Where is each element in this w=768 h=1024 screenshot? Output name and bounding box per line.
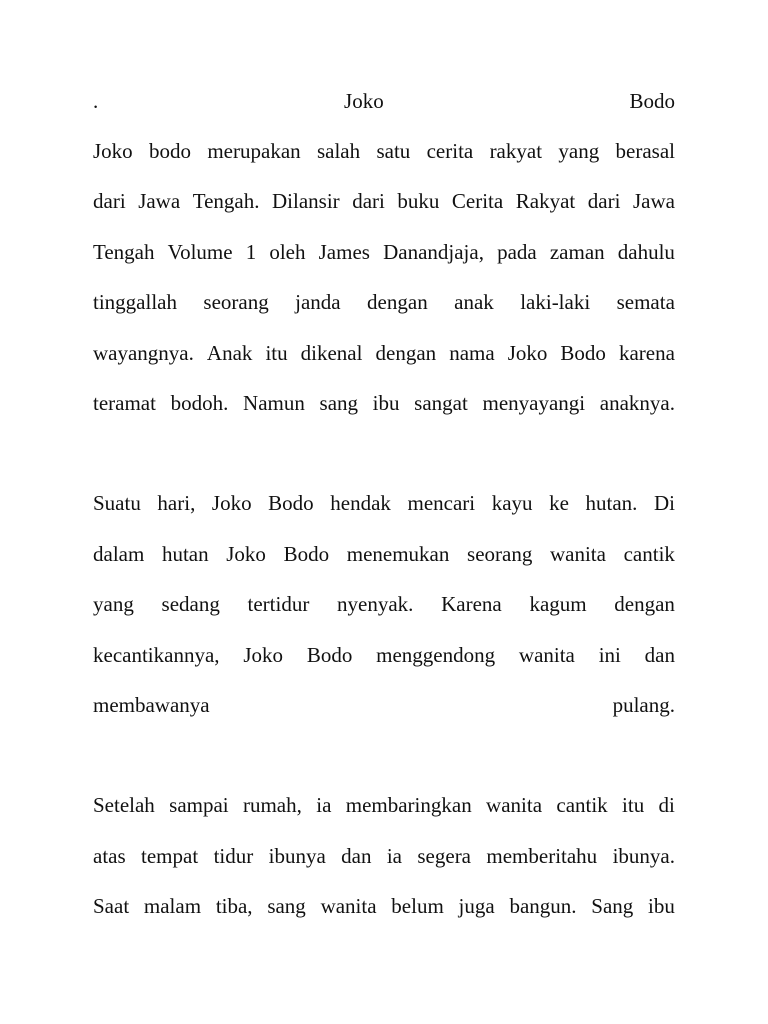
word: Bodo (560, 341, 606, 365)
paragraph-1-line-3 (93, 237, 675, 267)
word: Karena (441, 592, 502, 616)
title-word-joko: Joko (344, 89, 384, 113)
word: wanita (518, 643, 575, 667)
word: Tengah (93, 240, 155, 264)
paragraph-1-line-2 (93, 186, 675, 216)
word: Jawa (632, 189, 675, 213)
paragraph-1-line-1 (93, 136, 675, 166)
word: kagum (529, 592, 587, 616)
word: janda (295, 290, 341, 314)
paragraph-1-line-5 (93, 338, 675, 368)
word: mencari (407, 491, 476, 515)
word: rumah, (242, 793, 302, 817)
word: menyayangi (482, 391, 586, 415)
word: ibu (372, 391, 400, 415)
word: dengan (375, 341, 437, 365)
word: anaknya. (599, 391, 675, 415)
word: Cerita (451, 189, 504, 213)
paragraph-3-line-3 (93, 891, 675, 921)
word: wanita (486, 793, 543, 817)
text-line (93, 841, 675, 871)
word: 1 (245, 240, 257, 264)
word: sangat (414, 391, 468, 415)
word: itu (265, 341, 288, 365)
word: hari, (157, 491, 196, 515)
word: seorang (467, 542, 533, 566)
word: Di (654, 491, 675, 515)
word: teramat (93, 391, 156, 415)
title-word-bodo: Bodo (629, 89, 675, 113)
paragraph-2-line-5 (93, 690, 675, 720)
paragraph-1-line-6 (93, 388, 675, 418)
word: ini (598, 643, 621, 667)
word: rakyat (489, 139, 543, 163)
word: dan (644, 643, 675, 667)
text-line (93, 186, 675, 216)
text-line (93, 136, 675, 166)
word: Saat (93, 894, 130, 918)
word: kecantikannya, (93, 643, 220, 667)
text-word-pulang: pulang. (612, 693, 675, 717)
word: Joko (211, 491, 252, 515)
word: cerita (426, 139, 474, 163)
text-line (93, 338, 675, 368)
word: dari (352, 189, 385, 213)
text-line (93, 388, 675, 418)
text-line (93, 539, 675, 569)
paragraph-3-line-2 (93, 841, 675, 871)
word: hendak (330, 491, 391, 515)
word: dan (341, 844, 372, 868)
word: satu (376, 139, 411, 163)
word: ibunya. (612, 844, 675, 868)
word: segera (417, 844, 472, 868)
word: bangun. (509, 894, 577, 918)
word: itu (622, 793, 645, 817)
word: semata (616, 290, 675, 314)
word: ke (549, 491, 569, 515)
word: zaman (549, 240, 605, 264)
word: tertidur (247, 592, 310, 616)
paragraph-2-line-2 (93, 539, 675, 569)
word: hutan. (585, 491, 638, 515)
word: menggendong (376, 643, 496, 667)
word: sang (319, 391, 359, 415)
word: Volume (167, 240, 233, 264)
word: bodoh. (170, 391, 229, 415)
word: merupakan (207, 139, 301, 163)
word: laki-laki (520, 290, 591, 314)
word: dari (587, 189, 621, 213)
word: Setelah (93, 793, 155, 817)
word: Suatu (93, 491, 141, 515)
word: Sang (591, 894, 634, 918)
word: oleh (269, 240, 306, 264)
paragraph-3-line-1 (93, 790, 675, 820)
word: ia (316, 793, 332, 817)
word: memberitahu (486, 844, 598, 868)
word: cantik (623, 542, 675, 566)
word: menemukan (346, 542, 450, 566)
word: tiba, (215, 894, 253, 918)
word: juga (458, 894, 495, 918)
word: Rakyat (515, 189, 576, 213)
word: berasal (615, 139, 675, 163)
word: Joko (243, 643, 284, 667)
text-line (93, 891, 675, 921)
word: anak (454, 290, 494, 314)
word: karena (618, 341, 675, 365)
paragraph-2-line-4 (93, 640, 675, 670)
paragraph-2-line-1 (93, 488, 675, 518)
word: tinggallah (93, 290, 177, 314)
word: cantik (556, 793, 608, 817)
text-word-membawanya: membawanya (93, 693, 210, 717)
word: Namun (243, 391, 305, 415)
word: hutan (161, 542, 209, 566)
word: nyenyak. (337, 592, 414, 616)
word: yang (93, 592, 134, 616)
text-line (93, 790, 675, 820)
word: pada (497, 240, 537, 264)
word: James (318, 240, 370, 264)
word: dahulu (617, 240, 675, 264)
word: wayangnya. (93, 341, 194, 365)
word: belum (391, 894, 444, 918)
word: buku (397, 189, 440, 213)
paragraph-2-line-3 (93, 589, 675, 619)
word: Jawa (138, 189, 181, 213)
word: Bodo (268, 491, 314, 515)
word: Dilansir (272, 189, 340, 213)
word: dalam (93, 542, 145, 566)
word: kayu (491, 491, 533, 515)
word: sang (267, 894, 306, 918)
title-mark: . (93, 89, 99, 113)
text-line (93, 488, 675, 518)
word: malam (143, 894, 202, 918)
word: atas (93, 844, 126, 868)
word: sampai (169, 793, 229, 817)
word: dengan (614, 592, 675, 616)
word: Joko (93, 139, 133, 163)
word: Tengah. (192, 189, 260, 213)
word: seorang (203, 290, 269, 314)
word: dengan (367, 290, 428, 314)
word: ibunya (268, 844, 326, 868)
word: sedang (161, 592, 220, 616)
word: Bodo (283, 542, 330, 566)
word: yang (558, 139, 600, 163)
word: wanita (549, 542, 606, 566)
word: Bodo (306, 643, 353, 667)
word: dikenal (300, 341, 363, 365)
text-line (93, 237, 675, 267)
word: Danandjaja, (383, 240, 484, 264)
paragraph-1-line-4 (93, 287, 675, 317)
word: Joko (507, 341, 548, 365)
word: di (658, 793, 675, 817)
word: tempat (141, 844, 199, 868)
word: tidur (213, 844, 254, 868)
text-line (93, 640, 675, 670)
text-line (93, 287, 675, 317)
word: Joko (226, 542, 266, 566)
word: wanita (320, 894, 377, 918)
word: ia (386, 844, 402, 868)
word: dari (93, 189, 126, 213)
word: salah (316, 139, 361, 163)
word: membaringkan (345, 793, 472, 817)
word: Anak (206, 341, 253, 365)
text-line (93, 589, 675, 619)
word: nama (449, 341, 495, 365)
word: bodo (149, 139, 192, 163)
document-title (93, 86, 675, 116)
word: ibu (648, 894, 675, 918)
